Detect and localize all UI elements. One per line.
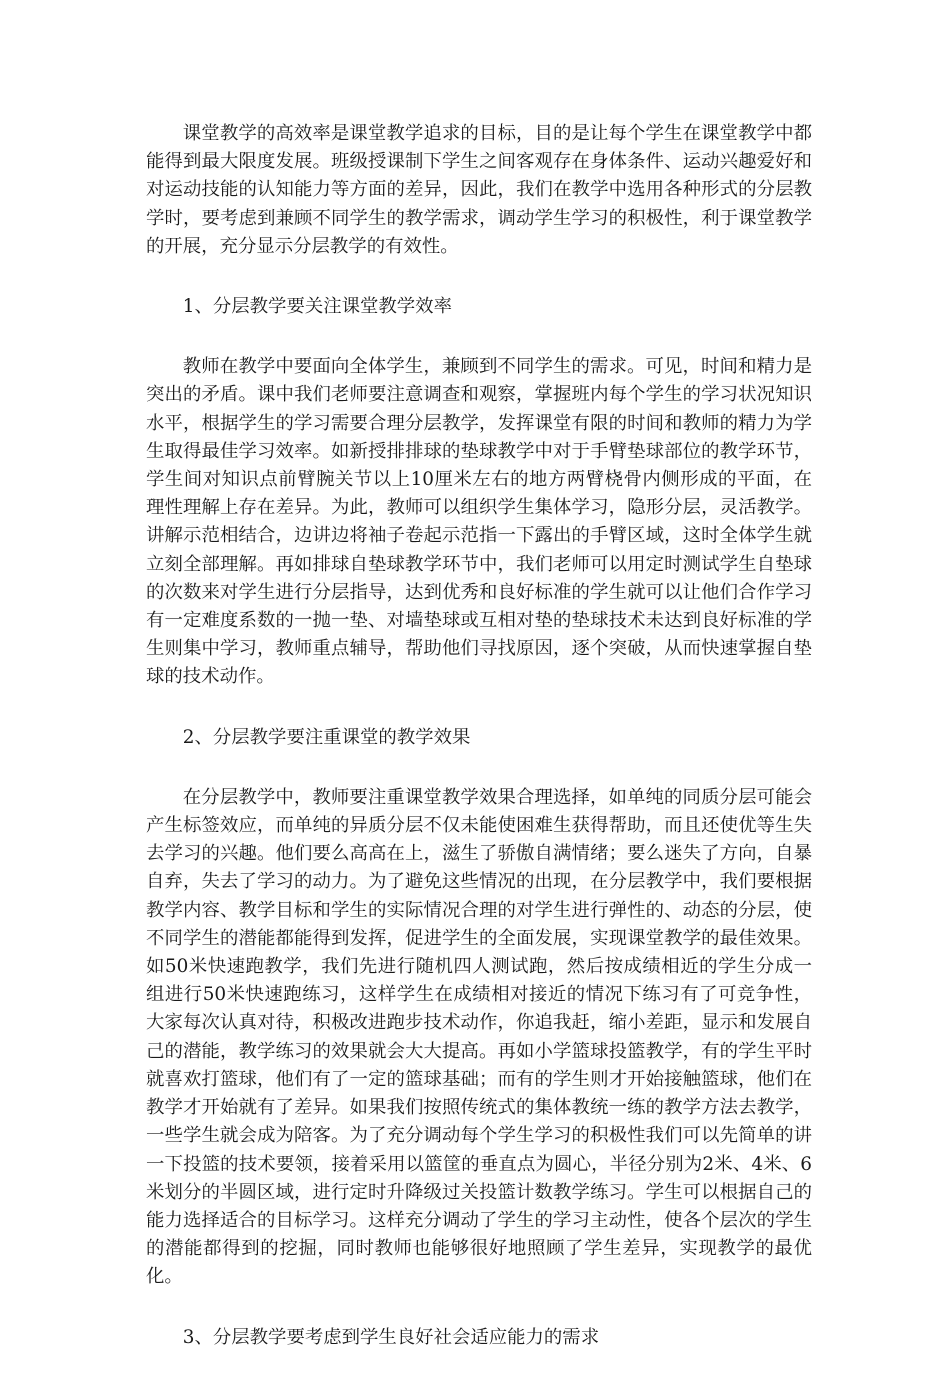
document-body: [146, 120, 812, 1384]
section-heading-2: 2、分层教学要注重课堂的教学效果: [182, 726, 471, 748]
section-1-paragraph: 教师在教学中要面向全体学生，兼顾到不同学生的需求。可见，时间和精力是突出的矛盾。课中我们老师要注意调查和观察，掌握班内每个学生的学习状况知识水平，根据学生的学习需要合理分层教学，发挥课堂有限的时间和教师的精力为学生取得最佳学习效率。如新授排排球的垫球教学中对于手臂垫球部位的教学环节，学生间对知识点前臂腕关节以上10厘米左右的地方两臂桡骨内侧形成的平面，在理性理解上存在差异。为此，教师可以组织学生集体学习，隐形分层，灵活教学。讲解示范相结合，边讲边将袖子卷起示范指一下露出的手臂区域，这时全体学生就立刻全部理解。再如排球自垫球教学环节中，我们老师可以用定时测试学生自垫球的次数来对学生进行分层指导，达到优秀和良好标准的学生就可以让他们合作学习有一定难度系数的一抛一垫、对墙垫球或互相对垫的垫球技术未达到良好标准的学生则集中学习，教师重点辅导，帮助他们寻找原因，逐个突破，从而快速掌握自垫球的技术动作。: [146, 356, 812, 688]
section-heading-1: 1、分层教学要关注课堂教学效率: [182, 296, 452, 318]
section-heading-3: 3、分层教学要考虑到学生良好社会适应能力的需求: [182, 1326, 600, 1348]
intro-paragraph: 课堂教学的高效率是课堂教学追求的目标，目的是让每个学生在课堂教学中都能得到最大限度发展。班级授课制下学生之间客观存在身体条件、运动兴趣爱好和对运动技能的认知能力等方面的差异，因此，我们在教学中选用各种形式的分层教学时，要考虑到兼顾不同学生的教学需求，调动学生学习的积极性，利于课堂教学的开展，充分显示分层教学的有效性。: [146, 123, 812, 257]
section-2-paragraph: 在分层教学中，教师要注重课堂教学效果合理选择，如单纯的同质分层可能会产生标签效应，而单纯的异质分层不仅未能使困难生获得帮助，而且还使优等生失去学习的兴趣。他们要么高高在上，滋生了骄傲自满情绪；要么迷失了方向，自暴自弃，失去了学习的动力。为了避免这些情况的出现，在分层教学中，我们要根据教学内容、教学目标和学生的实际情况合理的对学生进行弹性的、动态的分层，使不同学生的潜能都能得到发挥，促进学生的全面发展，实现课堂教学的最佳效果。如50米快速跑教学，我们先进行随机四人测试跑，然后按成绩相近的学生分成一组进行50米快速跑练习，这样学生在成绩相对接近的情况下练习有了可竞争性，大家每次认真对待，积极改进跑步技术动作，你追我赶，缩小差距，显示和发展自己的潜能，教学练习的效果就会大大提高。再如小学篮球投篮教学，有的学生平时就喜欢打篮球，他们有了一定的篮球基础；而有的学生则才开始接触篮球，他们在教学才开始就有了差异。如果我们按照传统式的集体教统一练的教学方法去教学，一些学生就会成为陪客。为了充分调动每个学生学习的积极性我们可以先简单的讲一下投篮的技术要领，接着采用以篮筐的垂直点为圆心，半径分别为2米、4米、6米划分的半圆区域，进行定时升降级过关投篮计数教学练习。学生可以根据自己的能力选择适合的目标学习。这样充分调动了学生的学习主动性，使各个层次的学生的潜能都得到的挖掘，同时教师也能够很好地照顾了学生差异，实现教学的最优化。: [146, 786, 812, 1288]
